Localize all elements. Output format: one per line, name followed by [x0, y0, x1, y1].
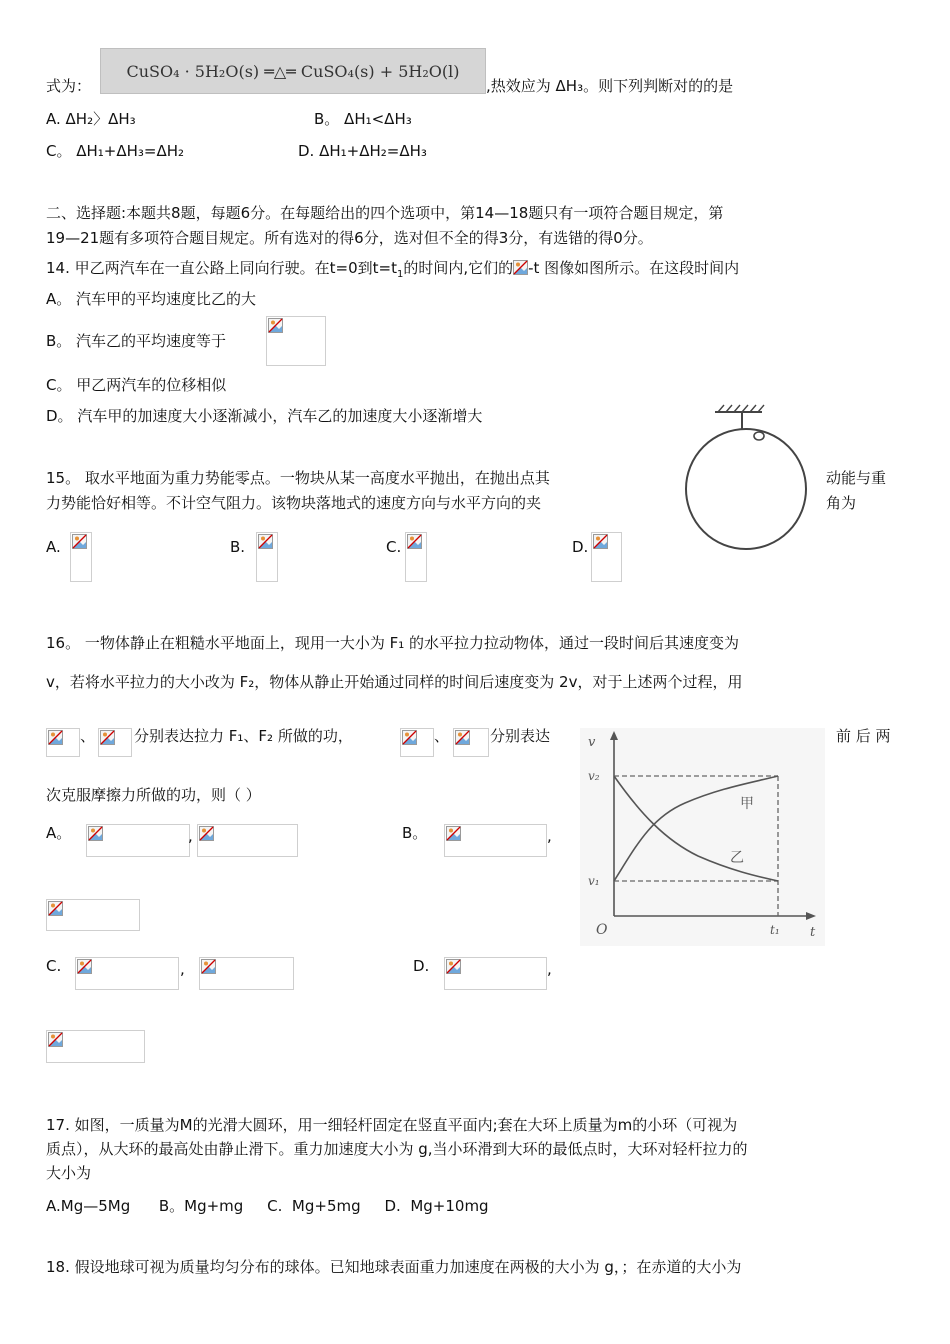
q14-option-c: C。 甲乙两汽车的位移相似: [46, 376, 227, 394]
q16-option-a-image-2: [197, 824, 298, 857]
t-axis-label: t: [810, 925, 816, 940]
equation-line-suffix: ,热效应为 ΔH₃。则下列判断对的的是: [486, 77, 734, 95]
q16-line2: v，若将水平拉力的大小改为 F₂，物体从静止开始通过同样的时间后速度变为 2v，对于上述两个过程，用: [46, 673, 743, 691]
q16-option-d-comma: ,: [547, 960, 552, 978]
broken-image-icon: [407, 534, 422, 549]
q16-separator-2: 、: [434, 727, 450, 745]
q16-option-b: B。: [402, 824, 428, 842]
q16-option-a-comma: ,: [188, 827, 193, 845]
q16-option-b-image-2: [46, 899, 140, 931]
q16-w1-image: [46, 728, 80, 757]
broken-image-icon: [446, 826, 461, 841]
option-a: A. ΔH₂〉ΔH₃: [46, 110, 136, 128]
option-d: D. ΔH₁+ΔH₂=ΔH₃: [298, 142, 427, 160]
q16-option-b-image-1: [444, 824, 547, 857]
q16-option-a: A。: [46, 824, 72, 842]
q16-line3-right: 前 后 两: [836, 727, 891, 745]
q15-line1-tail: 动能与重: [826, 469, 887, 487]
q16-line3-mid: 分别表达拉力 F₁、F₂ 所做的功，: [134, 727, 353, 745]
broken-image-icon: [100, 730, 115, 745]
v1-label: v₁: [588, 874, 600, 888]
q14-formula-image: [266, 316, 326, 366]
q16-line3-tail: 分别表达: [490, 727, 551, 745]
q15-option-c-image: [405, 532, 427, 582]
q16-wf1-image: [400, 728, 434, 757]
option-c: C。 ΔH₁+ΔH₃=ΔH₂: [46, 142, 185, 160]
q17-line3: 大小为: [46, 1164, 92, 1182]
q15-option-d-image: [591, 532, 622, 582]
ring-figure: [680, 400, 830, 550]
q17-options: A.Mg—5Mg B。Mg+mg C. Mg+5mg D. Mg+10mg: [46, 1197, 489, 1215]
q16-option-a-image-1: [86, 824, 190, 857]
q17-line2: 质点），从大环的最高处由静止滑下。重力加速度大小为 g,当小环滑到大环的最低点时，大环对轻杆拉力的: [46, 1140, 748, 1158]
q14-option-a: A。 汽车甲的平均速度比乙的大: [46, 290, 257, 308]
equation-line-prefix: 式为：: [46, 77, 92, 95]
velocity-time-graph: [580, 728, 825, 946]
q16-option-c-image-2: [199, 957, 294, 990]
q16-option-d: D.: [413, 957, 430, 975]
broken-image-icon: [402, 730, 417, 745]
q17-line1: 17. 如图，一质量为M的光滑大圆环，用一细轻杆固定在竖直平面内;套在大环上质量为m的小环（可视为: [46, 1116, 738, 1134]
broken-image-icon: [48, 1032, 63, 1047]
broken-image-icon: [258, 534, 273, 549]
q14-stem: 14. 甲乙两汽车在一直公路上同向行驶。在t=0到$t=t_1$的时间内,它们的 -t 图像如图所示。在这段时间内: [46, 259, 740, 280]
section-heading-line2: 19—21题有多项符合题目规定。所有选对的得6分，选对但不全的得3分，有选错的得0分。: [46, 229, 653, 247]
q15-option-d: D.: [572, 538, 589, 556]
broken-image-icon: [446, 959, 461, 974]
q16-separator-1: 、: [80, 727, 96, 745]
broken-image-icon: [513, 260, 528, 275]
q15-line2: 力势能恰好相等。不计空气阻力。该物块落地式的速度方向与水平方向的夹: [46, 494, 542, 512]
origin-label: O: [596, 922, 608, 938]
q15-option-c: C.: [386, 538, 402, 556]
curve-jia-label: 甲: [740, 796, 754, 812]
q16-wf2-image: [453, 728, 489, 757]
broken-image-icon: [199, 826, 214, 841]
q16-option-b-comma: ,: [547, 827, 552, 845]
q18-line1: 18. 假设地球可视为质量均匀分布的球体。已知地球表面重力加速度在两极的大小为 g，；在赤道的大小为: [46, 1258, 742, 1276]
q16-line1: 16。 一物体静止在粗糙水平地面上，现用一大小为 F₁ 的水平拉力拉动物体，通过一段时间后其速度变为: [46, 634, 740, 652]
broken-image-icon: [77, 959, 92, 974]
v2-label: v₂: [588, 769, 600, 783]
q15-option-a: A.: [46, 538, 61, 556]
q15-option-a-image: [70, 532, 92, 582]
q16-line4: 次克服摩擦力所做的功，则（ ）: [46, 786, 261, 804]
q16-w2-image: [98, 728, 132, 757]
thermochemical-equation-image: CuSO₄ · 5H₂O(s) ═△═ CuSO₄(s) + 5H₂O(l): [100, 48, 486, 94]
q15-option-b: B.: [230, 538, 246, 556]
t1-label: t₁: [770, 923, 780, 937]
broken-image-icon: [72, 534, 87, 549]
q15-line2-tail: 角为: [826, 494, 857, 512]
broken-image-icon: [268, 318, 283, 333]
broken-image-icon: [455, 730, 470, 745]
option-b: B。 ΔH₁<ΔH₃: [314, 110, 412, 128]
q16-option-c-image-1: [75, 957, 179, 990]
broken-image-icon: [48, 901, 63, 916]
broken-image-icon: [48, 730, 63, 745]
q16-option-d-image-2: [46, 1030, 145, 1063]
q14-option-b: B。 汽车乙的平均速度等于: [46, 332, 227, 350]
q15-option-b-image: [256, 532, 278, 582]
q16-option-c: C.: [46, 957, 62, 975]
q14-option-d: D。 汽车甲的加速度大小逐渐减小，汽车乙的加速度大小逐渐增大: [46, 407, 483, 425]
broken-image-icon: [201, 959, 216, 974]
q15-line1: 15。 取水平地面为重力势能零点。一物块从某一高度水平抛出，在抛出点其: [46, 469, 550, 487]
v-axis-label: v: [588, 735, 596, 750]
q16-option-d-image-1: [444, 957, 547, 990]
broken-image-icon: [593, 534, 608, 549]
broken-image-icon: [88, 826, 103, 841]
q16-option-c-comma: ,: [180, 960, 185, 978]
section-heading-line1: 二、选择题:本题共8题，每题6分。在每题给出的四个选项中，第14—18题只有一项符合题目规定，第: [46, 204, 724, 222]
curve-yi-label: 乙: [730, 850, 744, 866]
